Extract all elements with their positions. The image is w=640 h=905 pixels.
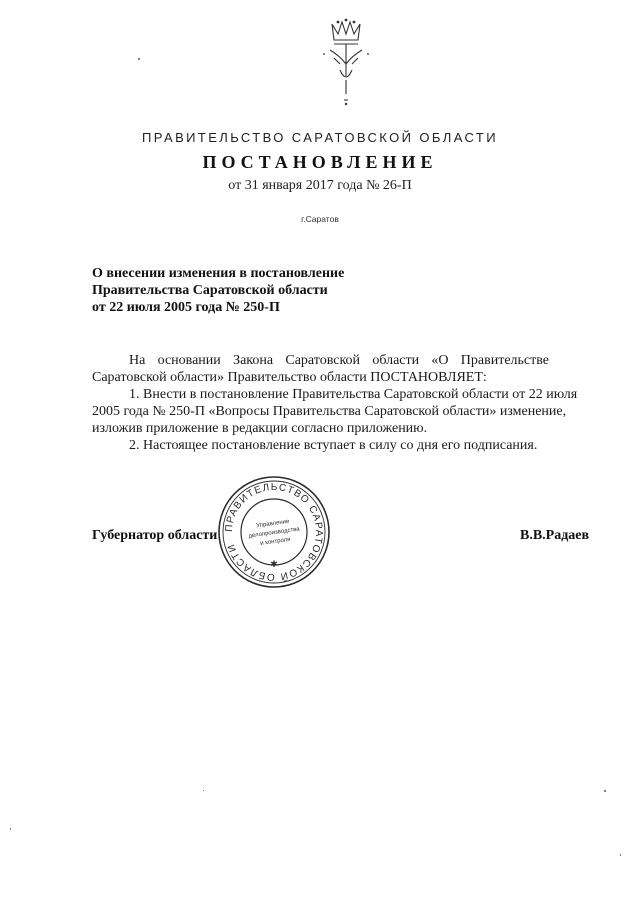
subject-line: Правительства Саратовской области bbox=[92, 283, 328, 298]
stamp-ring-text: ПРАВИТЕЛЬСТВО САРАТОВСКОЙ ОБЛАСТИ bbox=[223, 481, 325, 583]
coat-of-arms-icon bbox=[310, 14, 382, 110]
document-subject bbox=[92, 265, 432, 316]
item-1-line: 1. Внести в постановление Правительства Саратовской области от 22 июля bbox=[129, 387, 578, 402]
item-1-line: изложив приложение в редакции согласно приложению. bbox=[92, 421, 428, 436]
scan-speck bbox=[203, 790, 204, 791]
signer-name: В.В.Радаев bbox=[520, 528, 590, 543]
document-body bbox=[92, 352, 578, 454]
subject-line: от 22 июля 2005 года № 250-П bbox=[92, 300, 280, 315]
official-stamp bbox=[216, 474, 332, 590]
subject-line: О внесении изменения в постановление bbox=[92, 266, 345, 281]
scan-speck bbox=[604, 790, 606, 792]
item-2: 2. Настоящее постановление вступает в силу со дня его подписания. bbox=[129, 438, 538, 453]
scan-speck bbox=[620, 854, 621, 856]
signer-title: Губернатор области bbox=[92, 528, 218, 543]
stamp-star-icon: ✱ bbox=[270, 559, 278, 569]
scan-speck bbox=[10, 828, 11, 830]
stamp-center-line: и контроля bbox=[259, 536, 291, 547]
scan-speck bbox=[138, 58, 140, 60]
document-type: ПОСТАНОВЛЕНИЕ bbox=[202, 152, 438, 172]
stamp-center-line: делопроизводства bbox=[248, 526, 301, 540]
document-city: г.Саратов bbox=[301, 214, 339, 224]
stamp-center-line: Управление bbox=[255, 518, 290, 530]
item-1-line: 2005 года № 250-П «Вопросы Правительства Саратовской области» изменение, bbox=[92, 404, 567, 419]
preamble-line: На основании Закона Саратовской области «О Правительстве bbox=[129, 353, 549, 368]
preamble-line: Саратовской области» Правительство области ПОСТАНОВЛЯЕТ: bbox=[92, 370, 487, 385]
document-date-number: от 31 января 2017 года № 26-П bbox=[228, 178, 412, 193]
government-name: ПРАВИТЕЛЬСТВО САРАТОВСКОЙ ОБЛАСТИ bbox=[142, 130, 498, 145]
